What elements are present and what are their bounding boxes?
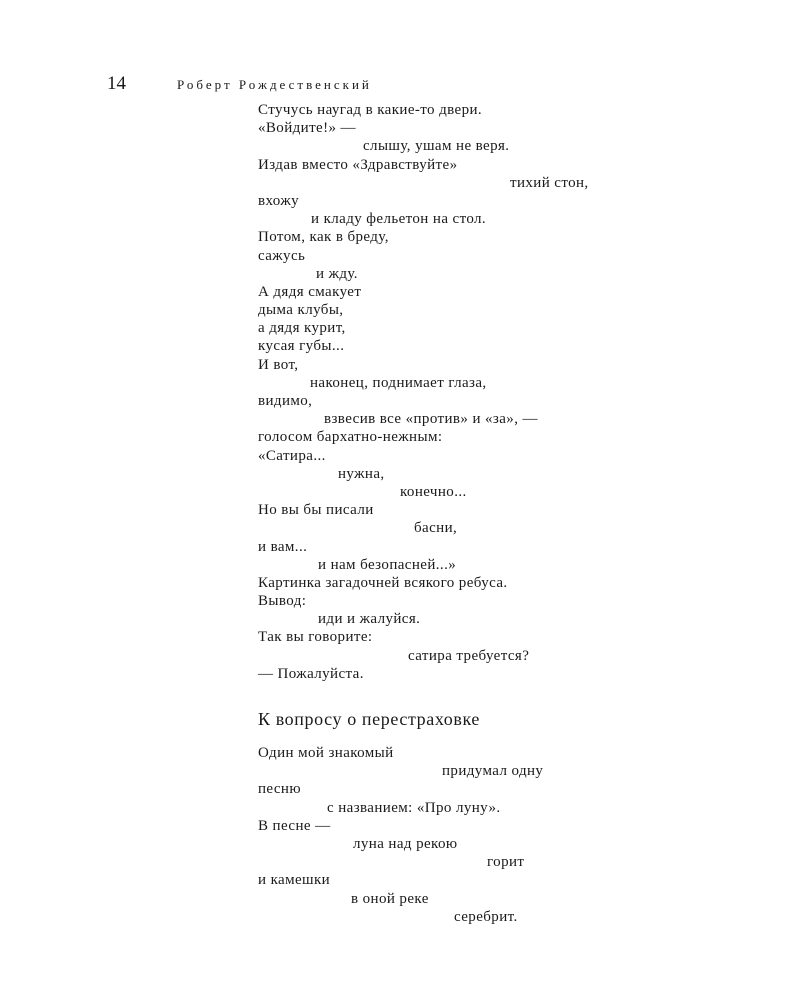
page-number: 14 xyxy=(107,73,126,94)
poem-line: дыма клубы, xyxy=(258,302,344,319)
poem-line: и жду. xyxy=(316,265,358,282)
poem-line: и кладу фельетон на стол. xyxy=(311,211,487,228)
poem-line: сажусь xyxy=(258,247,306,264)
poem-line: Но вы бы писали xyxy=(258,502,374,519)
poem-body xyxy=(258,101,658,683)
poem-line: Картинка загадочней всякого ребуса. xyxy=(258,574,508,591)
poem-line: Вывод: xyxy=(258,593,307,610)
poem-line: придумал одну xyxy=(442,763,544,780)
poem-line: сатира требуется? xyxy=(408,647,530,664)
poem-line: В песне — xyxy=(258,817,331,834)
poem-line: Стучусь наугад в какие-то двери. xyxy=(258,102,483,118)
poem-line: луна над рекою xyxy=(353,835,458,852)
poem-line: нужна, xyxy=(338,465,385,482)
poem-line: «Войдите!» — xyxy=(258,120,356,137)
poem-line: и камешки xyxy=(258,872,331,889)
poem-line: Так вы говорите: xyxy=(258,629,373,646)
section-title: К вопросу о перестраховке xyxy=(258,709,480,729)
running-header: Роберт Рождественский xyxy=(177,77,372,92)
poem-line: взвесив все «против» и «за», — xyxy=(324,411,538,428)
poem-line: песню xyxy=(258,781,301,798)
poem-line: видимо, xyxy=(258,393,313,409)
poem-line: серебрит. xyxy=(454,908,518,925)
poem-line: кусая губы... xyxy=(258,338,345,355)
poem-line: — Пожалуйста. xyxy=(258,665,364,682)
poem-line: горит xyxy=(487,854,525,871)
poem-line: в оной реке xyxy=(351,890,429,907)
poem-line: А дядя смакует xyxy=(258,283,362,300)
poem-line: и вам... xyxy=(258,538,308,555)
poem-line: тихий стон, xyxy=(510,174,589,191)
poem-line: голосом бархатно-нежным: xyxy=(258,429,443,446)
poem-line: «Сатира... xyxy=(258,447,326,464)
poem-line: конечно... xyxy=(400,483,467,500)
poem-line: Потом, как в бреду, xyxy=(258,229,389,246)
poem-line: и нам безопасней...» xyxy=(318,556,457,573)
poem-line: вхожу xyxy=(258,192,300,209)
poem-line: И вот, xyxy=(258,356,299,373)
poem-line: Один мой знакомый xyxy=(258,745,394,761)
poem-body-second xyxy=(258,744,658,926)
poem-line: басни, xyxy=(414,520,458,537)
poem-line: наконец, поднимает глаза, xyxy=(310,374,487,391)
poem-line: иди и жалуйся. xyxy=(318,611,421,628)
poem-line: слышу, ушам не веря. xyxy=(363,138,510,155)
poem-line: Издав вместо «Здравствуйте» xyxy=(258,156,458,173)
poem-line: а дядя курит, xyxy=(258,320,346,337)
poem-line: с названием: «Про луну». xyxy=(327,799,501,816)
